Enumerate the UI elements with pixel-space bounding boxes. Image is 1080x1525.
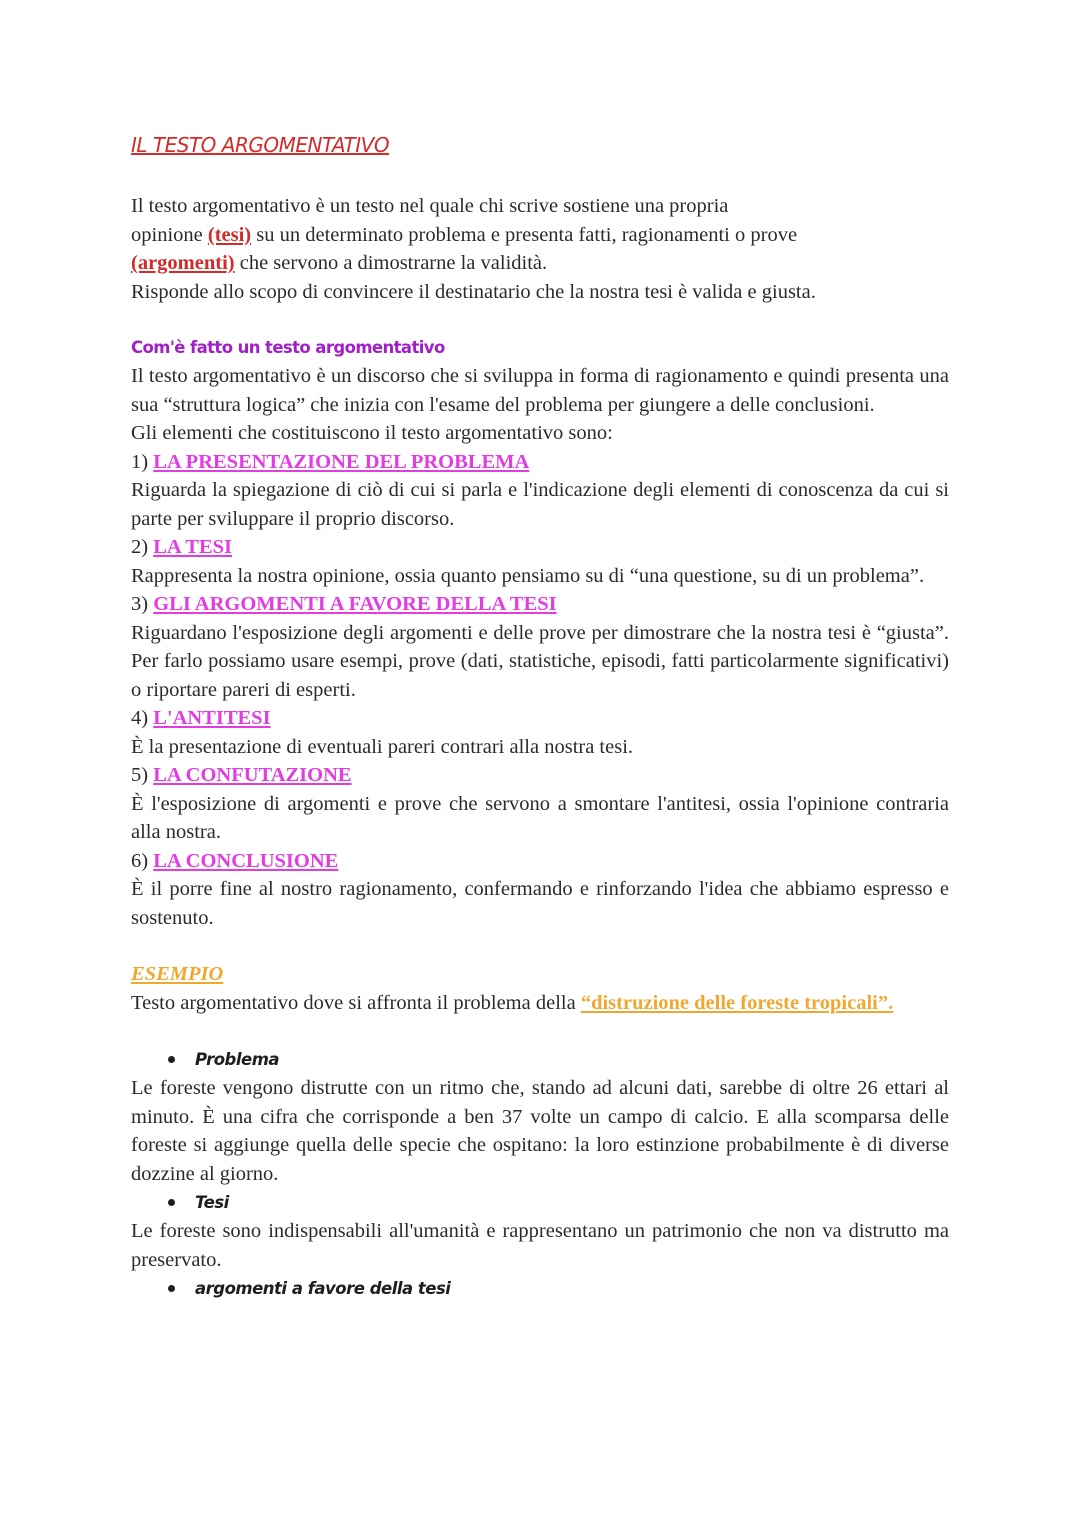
intro-line [131,249,949,278]
element-item [131,590,949,704]
element-item [131,448,949,534]
intro-line: Risponde allo scopo di convincere il destinatario che la nostra tesi è valida e giusta. [131,280,816,303]
element-label: LA CONFUTAZIONE [153,764,352,786]
element-title [131,448,949,477]
section-paragraph: Il testo argomentativo è un discorso che si sviluppa in forma di ragionamento e quindi presenta una sua “struttura logica” che inizia con l'esame del problema per giungere a delle conclusioni. [131,365,949,416]
element-title [131,704,949,733]
bullet-text: Le foreste sono indispensabili all'umanità e rappresentano un patrimonio che non va distrutto ma preservato. [131,1220,949,1271]
element-description: È l'esposizione di argomenti e prove che servono a smontare l'antitesi, ossia l'opinione contraria alla nostra. [131,792,949,843]
esempio-text: Testo argomentativo dove si affronta il problema della [131,991,581,1014]
element-title [131,761,949,790]
element-title [131,533,949,562]
bullet-label: Tesi [195,1193,229,1212]
document-page [131,130,949,1303]
bullet-dot-icon [168,1056,175,1063]
element-title [131,590,949,619]
element-item [131,704,949,761]
bullet-dot-icon [168,1285,175,1292]
element-item [131,761,949,847]
intro-paragraph [131,192,949,306]
element-label: LA CONCLUSIONE [153,849,339,872]
bullet-label: argomenti a favore della tesi [195,1279,451,1298]
element-number: 4) [131,707,154,729]
esempio-intro [131,989,949,1018]
intro-line [131,221,949,250]
element-number: 5) [131,764,154,786]
bullet-dot-icon [168,1199,175,1206]
element-description: È la presentazione di eventuali pareri contrari alla nostra tesi. [131,735,634,758]
tesi-term: (tesi) [207,223,252,246]
document-title: IL TESTO ARGOMENTATIVO [131,133,390,157]
bullet-text: Le foreste vengono distrutte con un ritmo che, stando ad alcuni dati, sarebbe di oltre 26 ettari al minuto. È una cifra che corrisponde a ben 37 volte un campo di calcio. E alla scomparsa delle foreste si aggiunge quella delle specie che ospitano: la loro estinzione probabilmente è di diverse dozzine al giorno. [131,1077,949,1185]
element-label: GLI ARGOMENTI A FAVORE DELLA TESI [153,593,557,615]
esempio-highlight: “distruzione delle foreste tropicali”. [580,991,894,1014]
element-item [131,533,949,590]
element-label: LA TESI [153,536,233,558]
intro-text: su un determinato problema e presenta fatti, ragionamenti o prove [251,223,798,246]
elements-intro: Gli elementi che costituiscono il testo argomentativo sono: [131,422,613,444]
element-number: 6) [131,849,154,872]
intro-text: che servono a dimostrarne la validità. [234,252,548,274]
element-title [131,847,949,876]
element-description: Rappresenta la nostra opinione, ossia quanto pensiamo su di “una questione, su di un problema”. [131,564,925,587]
element-number: 2) [131,536,154,558]
element-description: Riguardano l'esposizione degli argomenti e delle prove per dimostrare che la nostra tesi è “giusta”. Per farlo possiamo usare esempi, prove (dati, statistiche, episodi, fatti particolarmente significativi) o riportare pareri di esperti. [131,621,949,701]
esempio-heading: ESEMPIO [131,963,224,985]
argomenti-term: (argomenti) [131,252,235,274]
element-label: L'ANTITESI [153,707,271,729]
intro-line: Il testo argomentativo è un testo nel quale chi scrive sostiene una propria [131,195,729,217]
bullet-problema [131,1045,949,1074]
element-label: LA PRESENTAZIONE DEL PROBLEMA [153,450,530,473]
element-description: È il porre fine al nostro ragionamento, confermando e rinforzando l'idea che abbiamo espresso e sostenuto. [131,878,949,929]
bullet-argomenti [131,1274,949,1303]
element-number: 1) [131,450,154,473]
bullet-label: Problema [195,1050,280,1069]
element-number: 3) [131,593,154,615]
elements-list [131,448,949,933]
section-heading: Com'è fatto un testo argomentativo [131,338,445,357]
element-description: Riguarda la spiegazione di ciò di cui si parla e l'indicazione degli elementi di conoscenza da cui si parte per sviluppare il proprio discorso. [131,479,949,530]
bullet-tesi [131,1188,949,1217]
intro-text: opinione [131,223,208,246]
element-item [131,847,949,933]
